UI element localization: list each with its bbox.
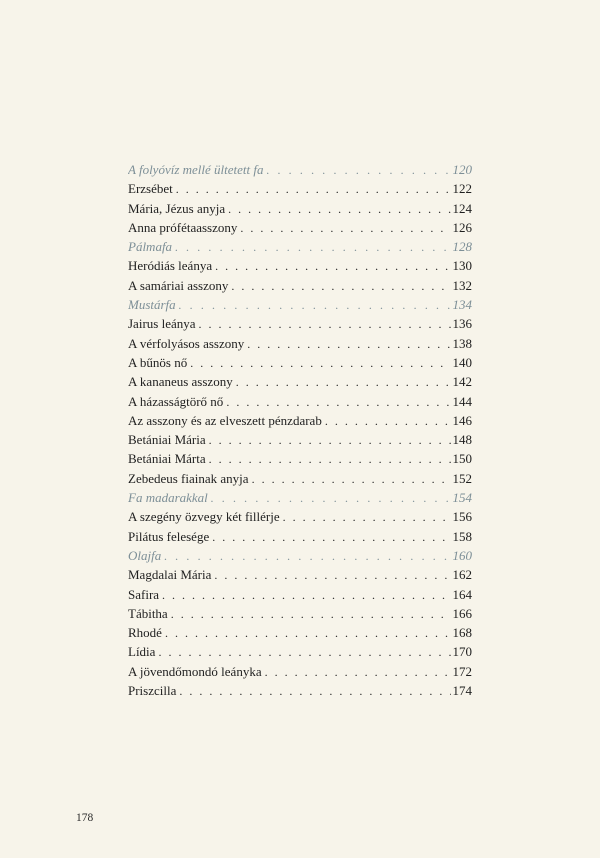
toc-entry-page: 166 [452, 605, 472, 621]
toc-section-heading [128, 488, 472, 507]
toc-entry-page: 138 [452, 335, 472, 351]
toc-entry-page: 126 [452, 219, 472, 235]
toc-entry-page: 146 [452, 412, 472, 428]
toc-entry-page: 120 [452, 162, 472, 177]
toc-entry [128, 392, 472, 411]
dot-leader [158, 643, 450, 661]
dot-leader [240, 219, 450, 237]
toc-entry-title: Pilátus felesége [128, 528, 210, 544]
toc-entry [128, 527, 472, 546]
toc-entry-title: Anna prófétaasszony [128, 219, 238, 235]
toc-entry-title: Mustárfa [128, 297, 176, 313]
toc-entry-page: 172 [452, 663, 472, 679]
toc-entry [128, 449, 472, 468]
toc-entry [128, 430, 472, 449]
toc-entry-title: Rhodé [128, 625, 162, 641]
toc-entry-title: Zebedeus fiainak anyja [128, 470, 249, 486]
dot-leader [215, 257, 450, 275]
toc-entry-title: Erzsébet [128, 181, 173, 197]
toc-entry-page: 136 [452, 316, 472, 332]
dot-leader [209, 450, 451, 468]
toc-entry-page: 142 [452, 374, 472, 390]
toc-entry-title: Olajfa [128, 547, 162, 563]
toc-entry [128, 469, 472, 488]
toc-entry [128, 507, 472, 526]
dot-leader [209, 431, 451, 449]
toc-entry-page: 174 [452, 683, 472, 699]
toc-entry [128, 218, 472, 237]
toc-entry [128, 334, 472, 353]
dot-leader [265, 663, 451, 681]
toc-entry-page: 130 [452, 258, 472, 274]
toc-entry-title: Lídia [128, 644, 156, 660]
dot-leader [214, 566, 450, 584]
toc-entry-title: Betániai Mária [128, 432, 206, 448]
toc-entry-title: Heródiás leánya [128, 258, 213, 274]
dot-leader [176, 180, 451, 198]
dot-leader [267, 161, 451, 179]
toc-entry-title: A kananeus asszony [128, 374, 233, 390]
toc-entry-page: 140 [452, 354, 472, 370]
toc-entry [128, 179, 472, 198]
toc-entry [128, 585, 472, 604]
dot-leader [226, 393, 450, 411]
toc-section-heading [128, 295, 472, 314]
toc-entry-page: 122 [452, 181, 472, 197]
toc-section-heading [128, 237, 472, 256]
toc-entry [128, 681, 472, 700]
toc-entry-page: 132 [452, 277, 472, 293]
toc-entry-title: Safira [128, 586, 160, 602]
toc-entry [128, 314, 472, 333]
dot-leader [190, 354, 450, 372]
dot-leader [236, 373, 451, 391]
toc-entry-title: Tábitha [128, 605, 168, 621]
toc-entry-title: Mária, Jézus anyja [128, 200, 226, 216]
toc-entry-page: 124 [452, 200, 472, 216]
toc-entry-page: 170 [452, 644, 472, 660]
toc-entry [128, 256, 472, 275]
toc-entry [128, 372, 472, 391]
toc-entry-page: 144 [452, 393, 472, 409]
toc-entry-title: Az asszony és az elveszett pénzdarab [128, 412, 322, 428]
toc-entry [128, 276, 472, 295]
dot-leader [171, 605, 451, 623]
dot-leader [252, 470, 451, 488]
toc-entry-title: A jövendőmondó leányka [128, 663, 262, 679]
toc-entry [128, 623, 472, 642]
table-of-contents [128, 160, 472, 700]
dot-leader [283, 508, 451, 526]
toc-entry [128, 662, 472, 681]
toc-entry-page: 128 [452, 239, 472, 255]
toc-entry-page: 148 [452, 432, 472, 448]
toc-entry-page: 154 [452, 490, 472, 506]
dot-leader [325, 412, 451, 430]
toc-entry-title: A házasságtörő nő [128, 393, 224, 409]
dot-leader [162, 586, 450, 604]
toc-section-heading [128, 160, 472, 179]
toc-entry-title: Priszcilla [128, 683, 177, 699]
dot-leader [175, 238, 450, 256]
toc-entry-page: 158 [452, 528, 472, 544]
toc-entry-title: A bűnös nő [128, 354, 188, 370]
toc-entry [128, 353, 472, 372]
toc-entry [128, 642, 472, 661]
toc-entry-page: 162 [452, 567, 472, 583]
dot-leader [231, 277, 450, 295]
toc-entry [128, 199, 472, 218]
toc-entry-title: A szegény özvegy két fillérje [128, 509, 280, 525]
dot-leader [228, 200, 450, 218]
dot-leader [179, 296, 451, 314]
toc-entry-page: 150 [452, 451, 472, 467]
toc-entry-page: 164 [452, 586, 472, 602]
toc-entry-title: Jairus leánya [128, 316, 196, 332]
dot-leader [212, 528, 450, 546]
dot-leader [247, 335, 450, 353]
toc-section-heading [128, 546, 472, 565]
toc-entry-title: Magdalai Mária [128, 567, 212, 583]
toc-entry-title: Betániai Márta [128, 451, 206, 467]
page-number: 178 [76, 812, 94, 824]
toc-entry-title: A vérfolyásos asszony [128, 335, 245, 351]
dot-leader [199, 315, 451, 333]
dot-leader [165, 624, 451, 642]
dot-leader [164, 547, 450, 565]
toc-entry-title: Pálmafa [128, 239, 173, 255]
dot-leader [179, 682, 450, 700]
toc-entry [128, 604, 472, 623]
toc-entry-title: A samáriai asszony [128, 277, 229, 293]
toc-entry-title: Fa madarakkal [128, 490, 208, 506]
toc-entry-page: 134 [452, 297, 472, 313]
dot-leader [211, 489, 451, 507]
toc-entry-page: 156 [452, 509, 472, 525]
toc-entry [128, 411, 472, 430]
toc-entry-title: A folyóvíz mellé ültetett fa [128, 162, 264, 177]
toc-entry-page: 152 [452, 470, 472, 486]
toc-entry-page: 168 [452, 625, 472, 641]
toc-entry-page: 160 [452, 547, 472, 563]
toc-entry [128, 565, 472, 584]
